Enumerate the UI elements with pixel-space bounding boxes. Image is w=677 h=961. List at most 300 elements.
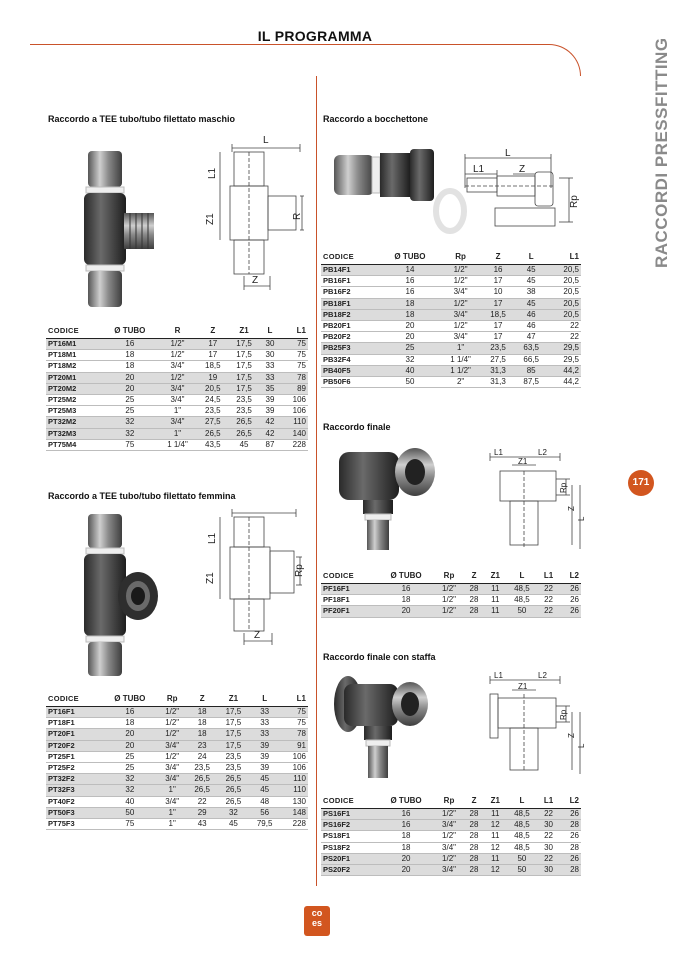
table-cell: 85 [515,365,548,376]
page-title: IL PROGRAMMA [257,28,373,44]
table-cell: 75 [280,707,308,718]
table-cell: 22 [548,321,581,332]
table-cell: 28 [464,606,485,617]
column-header: Ø TUBO [378,793,435,809]
tee-maschio-drawing [200,130,310,295]
table-row [321,606,581,617]
section-title-tee-femmina: Raccordo a TEE tubo/tubo filettato femmina [48,491,236,501]
column-header: L1 [538,793,560,809]
table-cell: 16 [481,265,514,276]
dim-l: L [263,135,269,146]
product-code: PB18F2 [321,309,380,320]
table-cell: 16 [378,809,435,820]
table-row [321,354,581,365]
dim-z: Z [567,506,576,511]
header-frame-line [30,44,581,76]
table-cell: 43,5 [197,439,228,450]
table-cell: 3/4" [158,740,187,751]
table-cell: 26,5 [218,785,249,796]
dim-l1: L1 [494,448,503,457]
section-title-tee-maschio: Raccordo a TEE tubo/tubo filettato maschio [48,114,236,124]
bocchettone-drawing [455,148,585,238]
table-cell: 48,5 [506,831,538,842]
table-cell: 45 [228,439,259,450]
table-cell: 29 [187,807,218,818]
product-code: PB50F6 [321,377,380,388]
column-header: CODICE [321,793,378,809]
table-cell: 148 [280,807,308,818]
product-code: PF18F1 [321,595,378,606]
table-cell: 26,5 [187,774,218,785]
product-code: PT75M4 [46,439,102,450]
table-cell: 28 [559,865,581,876]
column-header: L1 [548,249,581,265]
table-cell: 18,5 [481,309,514,320]
dim-z1: Z1 [518,682,528,691]
table-row [321,298,581,309]
column-header: Ø TUBO [380,249,439,265]
table-cell: 26,5 [228,428,259,439]
table-cell: 20 [380,332,439,343]
table-cell: 22 [538,595,560,606]
column-header: L [249,691,280,707]
table-cell: 26,5 [187,785,218,796]
table-cell: 17,5 [228,350,259,361]
table-cell: 17 [197,350,228,361]
table-cell: 31,3 [481,365,514,376]
table-cell: 32 [102,785,158,796]
table-cell: 1/2" [440,321,482,332]
table-cell: 75 [280,361,308,372]
table-row [321,309,581,320]
table-cell: 110 [280,417,308,428]
column-header: Z1 [218,691,249,707]
table-cell: 33 [260,372,281,383]
table-cell: 48,5 [506,595,538,606]
product-code: PT18F1 [46,718,102,729]
column-header: Z [187,691,218,707]
column-header: L [260,323,281,339]
table-cell: 1" [158,807,187,818]
table-cell: 20,5 [197,383,228,394]
table-cell: 3/4" [158,383,197,394]
product-code: PT50F3 [46,807,102,818]
table-cell: 48,5 [506,842,538,853]
table-cell: 26,5 [197,428,228,439]
dim-l1: L1 [473,164,485,175]
table-cell: 1/2" [158,339,197,350]
product-code: PT20F1 [46,729,102,740]
table-cell: 18 [187,718,218,729]
table-cell: 23,5 [481,343,514,354]
product-code: PB14F1 [321,265,380,276]
table-cell: 78 [280,729,308,740]
table-cell: 17,5 [228,339,259,350]
column-header: Z [464,793,485,809]
product-code: PB20F2 [321,332,380,343]
side-label [652,37,671,268]
table-cell: 20 [102,372,158,383]
table-cell: 45 [515,276,548,287]
table-row [46,796,308,807]
table-cell: 32 [102,774,158,785]
table-cell: 23,5 [228,395,259,406]
product-code: PT75F3 [46,819,102,830]
table-cell: 31,3 [481,377,514,388]
table-cell: 46 [515,309,548,320]
table-cell: 25 [102,395,158,406]
table-cell: 87,5 [515,377,548,388]
section-title-finale-staffa: Raccordo finale con staffa [323,652,436,662]
table-cell: 87 [260,439,281,450]
product-code: PT18M1 [46,350,102,361]
table-cell: 3/4" [440,309,482,320]
table-cell: 29,5 [548,354,581,365]
table-cell: 50 [506,853,538,864]
table-row [321,343,581,354]
table-cell: 42 [260,417,281,428]
dim-r: R [292,212,303,220]
table-cell: 22 [548,332,581,343]
table-cell: 1/2" [440,265,482,276]
table-cell: 78 [280,372,308,383]
table-cell: 27,5 [197,417,228,428]
table-cell: 1 1/4" [440,354,482,365]
table-cell: 23,5 [197,406,228,417]
table-cell: 16 [102,339,158,350]
table-cell: 17 [481,298,514,309]
product-code: PF20F1 [321,606,378,617]
table-row [46,785,308,796]
table-cell: 28 [464,809,485,820]
table-row [321,820,581,831]
table-cell: 130 [280,796,308,807]
table-cell: 28 [464,842,485,853]
table-cell: 32 [102,428,158,439]
table-row [46,807,308,818]
table-cell: 75 [102,819,158,830]
table-cell: 16 [102,707,158,718]
table-cell: 45 [515,265,548,276]
table-cell: 11 [484,853,506,864]
table-cell: 11 [484,809,506,820]
table-cell: 106 [280,406,308,417]
table-cell: 17,5 [228,372,259,383]
table-cell: 18 [380,309,439,320]
table-cell: 18 [380,298,439,309]
table-cell: 1 1/2" [440,365,482,376]
column-header: CODICE [46,691,102,707]
table-finale-staffa [321,793,581,876]
product-code: PS20F1 [321,853,378,864]
product-code: PS16F1 [321,809,378,820]
table-cell: 3/4" [158,796,187,807]
tee-maschio-photo [70,145,175,315]
table-cell: 42 [260,428,281,439]
table-cell: 106 [280,395,308,406]
table-row [46,707,308,718]
table-cell: 50 [102,807,158,818]
table-cell: 3/4" [158,395,197,406]
table-cell: 106 [280,751,308,762]
table-cell: 39 [260,406,281,417]
column-header: L1 [280,323,308,339]
product-code: PB40F5 [321,365,380,376]
table-cell: 66,5 [515,354,548,365]
column-header: L [515,249,548,265]
table-row [321,865,581,876]
table-cell: 22 [538,584,560,595]
table-cell: 106 [280,763,308,774]
table-cell: 20,5 [548,309,581,320]
table-cell: 20 [380,321,439,332]
table-cell: 11 [484,595,506,606]
table-cell: 44,2 [548,365,581,376]
table-cell: 33 [249,718,280,729]
finale-drawing [480,445,590,555]
column-header: Z [197,323,228,339]
table-cell: 20 [378,865,435,876]
table-cell: 20,5 [548,265,581,276]
table-row [46,383,308,394]
product-code: PT32M2 [46,417,102,428]
table-cell: 17,5 [218,740,249,751]
table-cell: 18 [102,718,158,729]
product-code: PT40F2 [46,796,102,807]
product-code: PF16F1 [321,584,378,595]
table-cell: 39 [249,763,280,774]
table-cell: 1/2" [158,350,197,361]
table-cell: 25 [380,343,439,354]
table-cell: 3/4" [158,763,187,774]
column-header: Rp [434,793,463,809]
table-cell: 24 [187,751,218,762]
table-cell: 20,5 [548,287,581,298]
table-cell: 3/4" [158,774,187,785]
column-header: L2 [559,568,581,584]
table-cell: 1/2" [434,853,463,864]
table-cell: 28 [464,820,485,831]
table-cell: 1/2" [158,729,187,740]
table-cell: 16 [380,276,439,287]
dim-l: L [577,516,586,521]
table-cell: 16 [380,287,439,298]
column-header: Ø TUBO [378,568,435,584]
table-cell: 17,5 [218,707,249,718]
product-code: PT32M3 [46,428,102,439]
table-cell: 28 [464,584,485,595]
dim-rp: Rp [294,564,305,577]
table-cell: 50 [506,606,538,617]
table-cell: 23,5 [187,763,218,774]
table-cell: 47 [515,332,548,343]
product-code: PT18M2 [46,361,102,372]
table-row [46,439,308,450]
table-cell: 1/2" [434,831,463,842]
table-cell: 26,5 [218,796,249,807]
table-cell: 22 [187,796,218,807]
table-cell: 40 [102,796,158,807]
table-cell: 11 [484,584,506,595]
column-header: L [506,568,538,584]
column-header: L [506,793,538,809]
table-cell: 11 [484,606,506,617]
table-cell: 20,5 [548,276,581,287]
table-cell: 89 [280,383,308,394]
table-cell: 20 [378,853,435,864]
table-cell: 3/4" [440,332,482,343]
table-row [321,584,581,595]
column-header: CODICE [321,568,378,584]
table-cell: 39 [260,395,281,406]
dim-l2: L2 [538,671,547,680]
table-cell: 45 [249,785,280,796]
product-code: PB16F1 [321,276,380,287]
table-cell: 17,5 [218,718,249,729]
table-cell: 17,5 [228,361,259,372]
column-header: Rp [434,568,463,584]
bocchettone-photo [330,145,470,235]
table-cell: 18,5 [197,361,228,372]
table-cell: 23,5 [228,406,259,417]
dim-l1: L1 [207,167,218,179]
brand-logo [304,906,330,936]
table-cell: 38 [515,287,548,298]
column-header: Rp [440,249,482,265]
dim-l: L [505,148,511,159]
table-cell: 3/4" [434,865,463,876]
dim-l2: L2 [538,448,547,457]
table-cell: 44,2 [548,377,581,388]
table-cell: 110 [280,774,308,785]
table-row [46,350,308,361]
product-code: PT20F2 [46,740,102,751]
table-row [46,339,308,350]
dim-l1: L1 [207,532,218,544]
column-header: Z1 [484,793,506,809]
table-cell: 40 [380,365,439,376]
table-cell: 3/4" [434,820,463,831]
table-cell: 20,5 [548,298,581,309]
product-code: PT32F2 [46,774,102,785]
table-cell: 23,5 [218,763,249,774]
column-header: L1 [280,691,308,707]
table-row [46,751,308,762]
table-row [46,361,308,372]
table-cell: 228 [280,439,308,450]
table-cell: 23 [187,740,218,751]
tee-femmina-drawing [200,505,310,655]
product-code: PS16F2 [321,820,378,831]
table-cell: 16 [378,584,435,595]
table-row [46,718,308,729]
table-cell: 26 [559,584,581,595]
dim-z1: Z1 [205,572,216,584]
product-code: PT25M2 [46,395,102,406]
table-cell: 63,5 [515,343,548,354]
product-code: PS20F2 [321,865,378,876]
table-cell: 48,5 [506,584,538,595]
table-cell: 22 [538,606,560,617]
table-cell: 20 [102,383,158,394]
product-code: PT25F1 [46,751,102,762]
table-cell: 10 [481,287,514,298]
table-cell: 17 [481,321,514,332]
table-row [321,595,581,606]
table-cell: 26 [559,831,581,842]
table-cell: 24,5 [197,395,228,406]
table-row [46,428,308,439]
table-cell: 140 [280,428,308,439]
product-code: PB25F3 [321,343,380,354]
table-cell: 1/2" [158,707,187,718]
table-row [46,395,308,406]
table-cell: 29,5 [548,343,581,354]
finale-staffa-photo [330,670,440,785]
table-cell: 33 [249,707,280,718]
side-label-text: RACCORDI PRESSFITTING [652,37,671,268]
table-cell: 18 [102,361,158,372]
table-cell: 17 [481,276,514,287]
table-cell: 75 [280,718,308,729]
table-cell: 22 [538,809,560,820]
table-cell: 39 [249,751,280,762]
table-bocchettone [321,249,581,388]
table-cell: 56 [249,807,280,818]
table-cell: 1" [158,785,187,796]
table-cell: 18 [102,350,158,361]
table-row [321,809,581,820]
table-cell: 3/4" [158,417,197,428]
table-cell: 14 [380,265,439,276]
table-row [321,377,581,388]
table-cell: 25 [102,751,158,762]
table-cell: 32 [218,807,249,818]
column-header: Ø TUBO [102,691,158,707]
table-cell: 45 [515,298,548,309]
tee-femmina-photo [70,510,170,680]
table-cell: 17 [481,332,514,343]
table-cell: 23,5 [218,751,249,762]
column-header: Z [464,568,485,584]
dim-z: Z [519,164,526,175]
column-header: R [158,323,197,339]
product-code: PT25M3 [46,406,102,417]
column-header: Z1 [484,568,506,584]
table-cell: 12 [484,865,506,876]
table-cell: 3/4" [434,842,463,853]
table-cell: 1/2" [158,751,187,762]
table-cell: 45 [249,774,280,785]
table-cell: 17,5 [218,729,249,740]
product-code: PS18F2 [321,842,378,853]
table-cell: 228 [280,819,308,830]
dim-rp: Rp [559,482,568,493]
table-cell: 35 [260,383,281,394]
table-row [321,831,581,842]
table-cell: 3/4" [440,287,482,298]
table-cell: 32 [380,354,439,365]
table-cell: 1" [158,819,187,830]
page-number-badge: 171 [628,470,654,496]
table-cell: 25 [102,406,158,417]
table-cell: 45 [218,819,249,830]
table-cell: 20 [102,729,158,740]
product-code: PB20F1 [321,321,380,332]
table-cell: 1/2" [434,595,463,606]
product-code: PT25F2 [46,763,102,774]
finale-photo [335,440,440,555]
